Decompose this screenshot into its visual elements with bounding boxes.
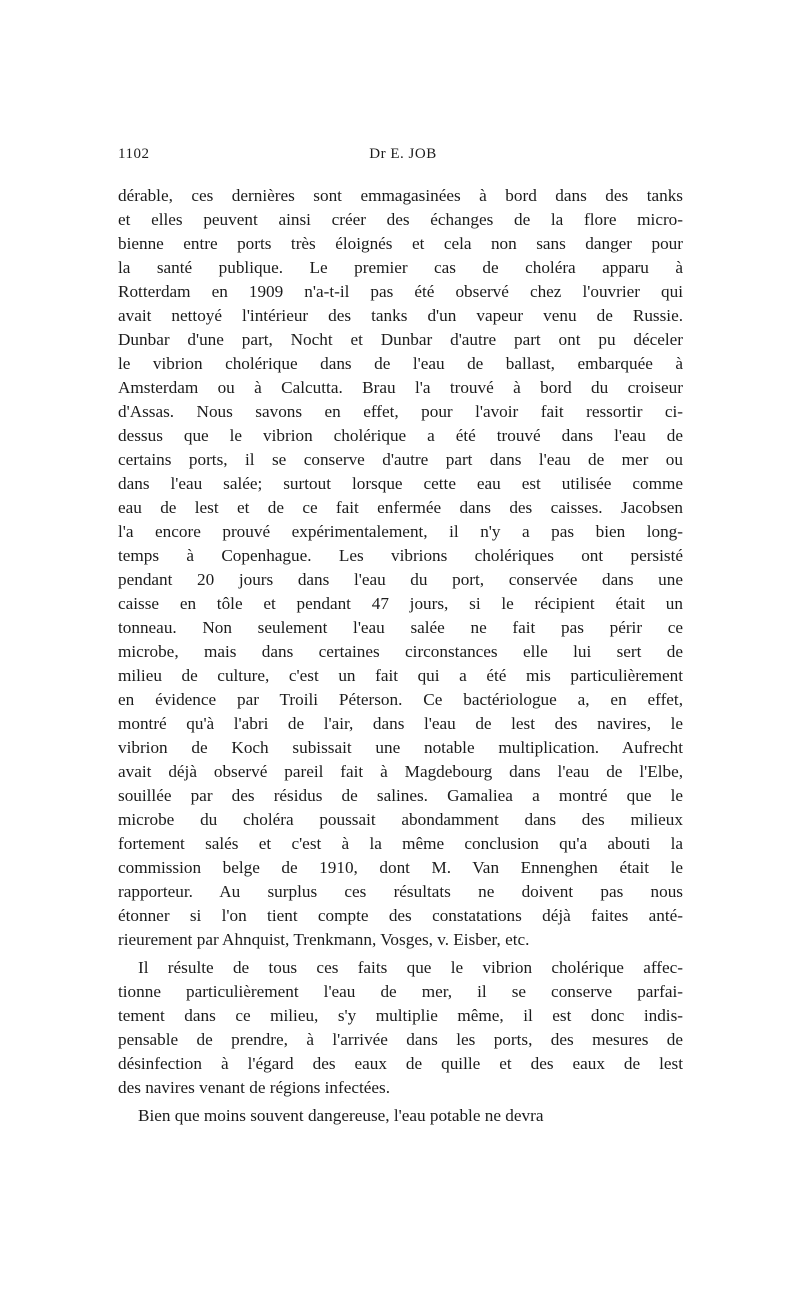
text-line: Dunbar d'une part, Nocht et Dunbar d'autre part ont pu déceler	[118, 330, 683, 349]
text-line: vibrion de Koch subissait une notable multiplication. Aufrecht	[118, 738, 683, 757]
text-line: montré qu'à l'abri de l'air, dans l'eau de lest des navires, le	[118, 714, 683, 733]
text-line: dans l'eau salée; surtout lorsque cette eau est utilisée comme	[118, 474, 683, 493]
text-line: Amsterdam ou à Calcutta. Brau l'a trouvé à bord du croiseur	[118, 378, 683, 397]
text-line: caisse en tôle et pendant 47 jours, si le récipient était un	[118, 594, 683, 613]
text-line: avait nettoyé l'intérieur des tanks d'un vapeur venu de Russie.	[118, 306, 683, 325]
text-line: rieurement par Ahnquist, Trenkmann, Vosges, v. Eisber, etc.	[118, 930, 530, 949]
text-line: milieu de culture, c'est un fait qui a été mis particulièrement	[118, 666, 683, 685]
text-line: d'Assas. Nous savons en effet, pour l'avoir fait ressortir ci-	[118, 402, 683, 421]
text-line: rapporteur. Au surplus ces résultats ne doivent pas nous	[118, 882, 683, 901]
text-line: microbe, mais dans certaines circonstances elle lui sert de	[118, 642, 683, 661]
text-line: microbe du choléra poussait abondamment dans des milieux	[118, 810, 683, 829]
text-line: fortement salés et c'est à la même conclusion qu'a abouti la	[118, 834, 683, 853]
text-line: le vibrion cholérique dans de l'eau de ballast, embarquée à	[118, 354, 683, 373]
text-line: l'a encore prouvé expérimentalement, il n'y a pas bien long-	[118, 522, 683, 541]
paragraph	[118, 956, 683, 1100]
text-line: désinfection à l'égard des eaux de quille et des eaux de lest	[118, 1054, 683, 1073]
page-number: 1102	[118, 146, 150, 162]
running-head: Dr E. JOB	[369, 146, 437, 162]
text-line: dessus que le vibrion cholérique a été trouvé dans l'eau de	[118, 426, 683, 445]
text-line: Il résulte de tous ces faits que le vibrion cholérique affec-	[138, 958, 683, 977]
text-line: Rotterdam en 1909 n'a-t-il pas été observé chez l'ouvrier qui	[118, 282, 683, 301]
paragraph	[118, 184, 683, 952]
body-text	[118, 184, 683, 1128]
text-line: tement dans ce milieu, s'y multiplie même, il est donc indis-	[118, 1006, 683, 1025]
text-line: en évidence par Troili Péterson. Ce bactériologue a, en effet,	[118, 690, 683, 709]
text-line: Bien que moins souvent dangereuse, l'eau potable ne devra	[138, 1106, 544, 1125]
text-line: tionne particulièrement l'eau de mer, il se conserve parfai-	[118, 982, 683, 1001]
text-line: la santé publique. Le premier cas de choléra apparu à	[118, 258, 683, 277]
text-line: commission belge de 1910, dont M. Van Ennenghen était le	[118, 858, 683, 877]
text-line: certains ports, il se conserve d'autre part dans l'eau de mer ou	[118, 450, 683, 469]
text-line: pendant 20 jours dans l'eau du port, conservée dans une	[118, 570, 683, 589]
text-line: bienne entre ports très éloignés et cela non sans danger pour	[118, 234, 683, 253]
text-line: eau de lest et de ce fait enfermée dans des caisses. Jacobsen	[118, 498, 683, 517]
paragraph	[118, 1104, 683, 1128]
text-line: pensable de prendre, à l'arrivée dans les ports, des mesures de	[118, 1030, 683, 1049]
text-line: tonneau. Non seulement l'eau salée ne fait pas périr ce	[118, 618, 683, 637]
text-line: avait déjà observé pareil fait à Magdebourg dans l'eau de l'Elbe,	[118, 762, 683, 781]
text-line: souillée par des résidus de salines. Gamaliea a montré que le	[118, 786, 683, 805]
text-line: des navires venant de régions infectées.	[118, 1078, 391, 1097]
text-line: et elles peuvent ainsi créer des échanges de la flore micro-	[118, 210, 683, 229]
text-line: étonner si l'on tient compte des constatations déjà faites anté-	[118, 906, 683, 925]
page-header	[118, 146, 688, 170]
text-line: dérable, ces dernières sont emmagasinées à bord dans des tanks	[118, 186, 683, 205]
text-line: temps à Copenhague. Les vibrions cholériques ont persisté	[118, 546, 683, 565]
